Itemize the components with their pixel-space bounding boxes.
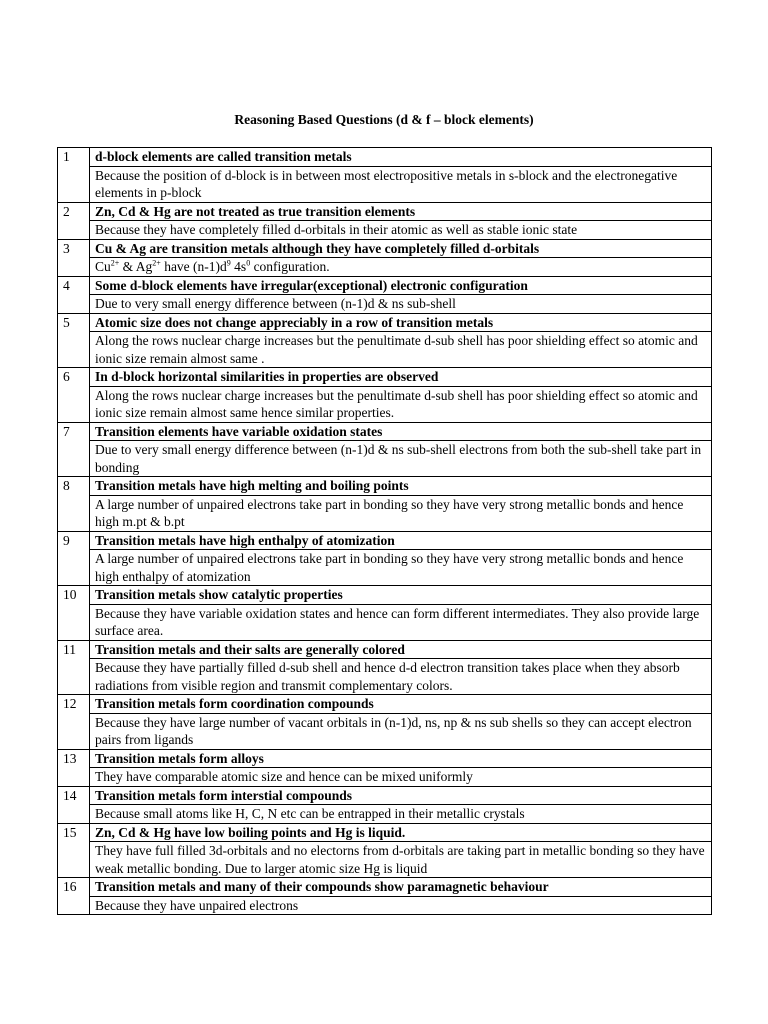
- question-row: [58, 477, 712, 496]
- question-row: [58, 695, 712, 714]
- answer-have: have (n-1)d: [160, 259, 227, 274]
- question-row: [58, 422, 712, 441]
- question-text: Transition metals form alloys: [90, 749, 712, 768]
- answer-text: Because they have partially filled d-sub shell and hence d-d electron transition takes place when they absorb radiations from visible region and transmit complementary colors.: [90, 659, 712, 695]
- answer-row: [58, 805, 712, 824]
- answer-row: [58, 604, 712, 640]
- question-row: [58, 368, 712, 387]
- answer-row: [58, 386, 712, 422]
- answer-row: [58, 713, 712, 749]
- answer-text: Because they have large number of vacant orbitals in (n-1)d, ns, np & ns sub shells so they can accept electron pairs from ligands: [90, 713, 712, 749]
- question-row: [58, 313, 712, 332]
- question-row: [58, 239, 712, 258]
- answer-text: Because small atoms like H, C, N etc can be entrapped in their metallic crystals: [90, 805, 712, 824]
- question-text: Cu & Ag are transition metals although they have completely filled d-orbitals: [90, 239, 712, 258]
- d-electrons-superscript: 9: [226, 258, 231, 268]
- question-number: 9: [58, 531, 90, 586]
- question-number: 10: [58, 586, 90, 641]
- question-number: 13: [58, 749, 90, 786]
- question-row: [58, 749, 712, 768]
- answer-tail: configuration.: [250, 259, 330, 274]
- question-number: 4: [58, 276, 90, 313]
- answer-row: [58, 550, 712, 586]
- question-number: 11: [58, 640, 90, 695]
- answer-row: [58, 495, 712, 531]
- answer-row: [58, 166, 712, 202]
- question-text: Zn, Cd & Hg have low boiling points and Hg is liquid.: [90, 823, 712, 842]
- question-row: [58, 586, 712, 605]
- question-number: 1: [58, 148, 90, 203]
- answer-text: They have full filled 3d-orbitals and no electorns from d-orbitals are taking part in metallic bonding so they have weak metallic bonding. Due to larger atomic size Hg is liquid: [90, 842, 712, 878]
- answer-row: [58, 842, 712, 878]
- answer-cu: Cu: [95, 259, 111, 274]
- ag-charge-superscript: 2+: [152, 258, 161, 268]
- reasoning-questions-table: [57, 147, 712, 915]
- question-text: Transition metals have high enthalpy of atomization: [90, 531, 712, 550]
- question-text: Zn, Cd & Hg are not treated as true transition elements: [90, 202, 712, 221]
- answer-text: Because the position of d-block is in between most electropositive metals in s-block and the electronegative elements in p-block: [90, 166, 712, 202]
- answer-row: [58, 441, 712, 477]
- answer-text: Because they have completely filled d-orbitals in their atomic as well as stable ionic state: [90, 221, 712, 240]
- question-number: 5: [58, 313, 90, 368]
- answer-text: A large number of unpaired electrons take part in bonding so they have very strong metallic bonds and hence high m.pt & b.pt: [90, 495, 712, 531]
- cu-charge-superscript: 2+: [110, 258, 120, 268]
- question-row: [58, 878, 712, 897]
- question-number: 14: [58, 786, 90, 823]
- question-row: [58, 276, 712, 295]
- answer-text: Due to very small energy difference between (n-1)d & ns sub-shell: [90, 295, 712, 314]
- answer-row: [58, 896, 712, 915]
- question-row: [58, 640, 712, 659]
- question-text: In d-block horizontal similarities in properties are observed: [90, 368, 712, 387]
- answer-row: [58, 221, 712, 240]
- question-text: Transition elements have variable oxidation states: [90, 422, 712, 441]
- question-text: Transition metals and many of their compounds show paramagnetic behaviour: [90, 878, 712, 897]
- answer-4s: 4s: [230, 259, 247, 274]
- question-text: Transition metals form coordination compounds: [90, 695, 712, 714]
- question-row: [58, 148, 712, 167]
- answer-row: [58, 258, 712, 277]
- question-text: Transition metals have high melting and boiling points: [90, 477, 712, 496]
- answer-row: [58, 332, 712, 368]
- answer-text: Because they have variable oxidation states and hence can form different intermediates. They also provide large surface area.: [90, 604, 712, 640]
- answer-text: They have comparable atomic size and hence can be mixed uniformly: [90, 768, 712, 787]
- question-row: [58, 823, 712, 842]
- question-text: Transition metals show catalytic properties: [90, 586, 712, 605]
- question-number: 7: [58, 422, 90, 477]
- answer-row: [58, 768, 712, 787]
- answer-text: Due to very small energy difference between (n-1)d & ns sub-shell electrons from both the sub-shell take part in bonding: [90, 441, 712, 477]
- question-number: 2: [58, 202, 90, 239]
- answer-and-ag: & Ag: [119, 259, 153, 274]
- question-text: Transition metals and their salts are generally colored: [90, 640, 712, 659]
- question-number: 15: [58, 823, 90, 878]
- question-number: 6: [58, 368, 90, 423]
- answer-text: [90, 258, 712, 277]
- question-number: 8: [58, 477, 90, 532]
- question-text: d-block elements are called transition metals: [90, 148, 712, 167]
- document-title: Reasoning Based Questions (d & f – block elements): [234, 112, 534, 127]
- question-number: 12: [58, 695, 90, 750]
- answer-text: Because they have unpaired electrons: [90, 896, 712, 915]
- question-row: [58, 786, 712, 805]
- question-text: Some d-block elements have irregular(exceptional) electronic configuration: [90, 276, 712, 295]
- question-text: Transition metals form interstial compounds: [90, 786, 712, 805]
- question-number: 16: [58, 878, 90, 915]
- answer-text: Along the rows nuclear charge increases but the penultimate d-sub shell has poor shielding effect so atomic and ionic size remain almost same hence similar properties.: [90, 386, 712, 422]
- question-number: 3: [58, 239, 90, 276]
- question-text: Atomic size does not change appreciably in a row of transition metals: [90, 313, 712, 332]
- question-row: [58, 202, 712, 221]
- answer-text: Along the rows nuclear charge increases but the penultimate d-sub shell has poor shielding effect so atomic and ionic size remain almost same .: [90, 332, 712, 368]
- answer-row: [58, 295, 712, 314]
- question-row: [58, 531, 712, 550]
- answer-row: [58, 659, 712, 695]
- s-electrons-superscript: 0: [246, 258, 251, 268]
- answer-text: A large number of unpaired electrons take part in bonding so they have very strong metallic bonds and hence high enthalpy of atomization: [90, 550, 712, 586]
